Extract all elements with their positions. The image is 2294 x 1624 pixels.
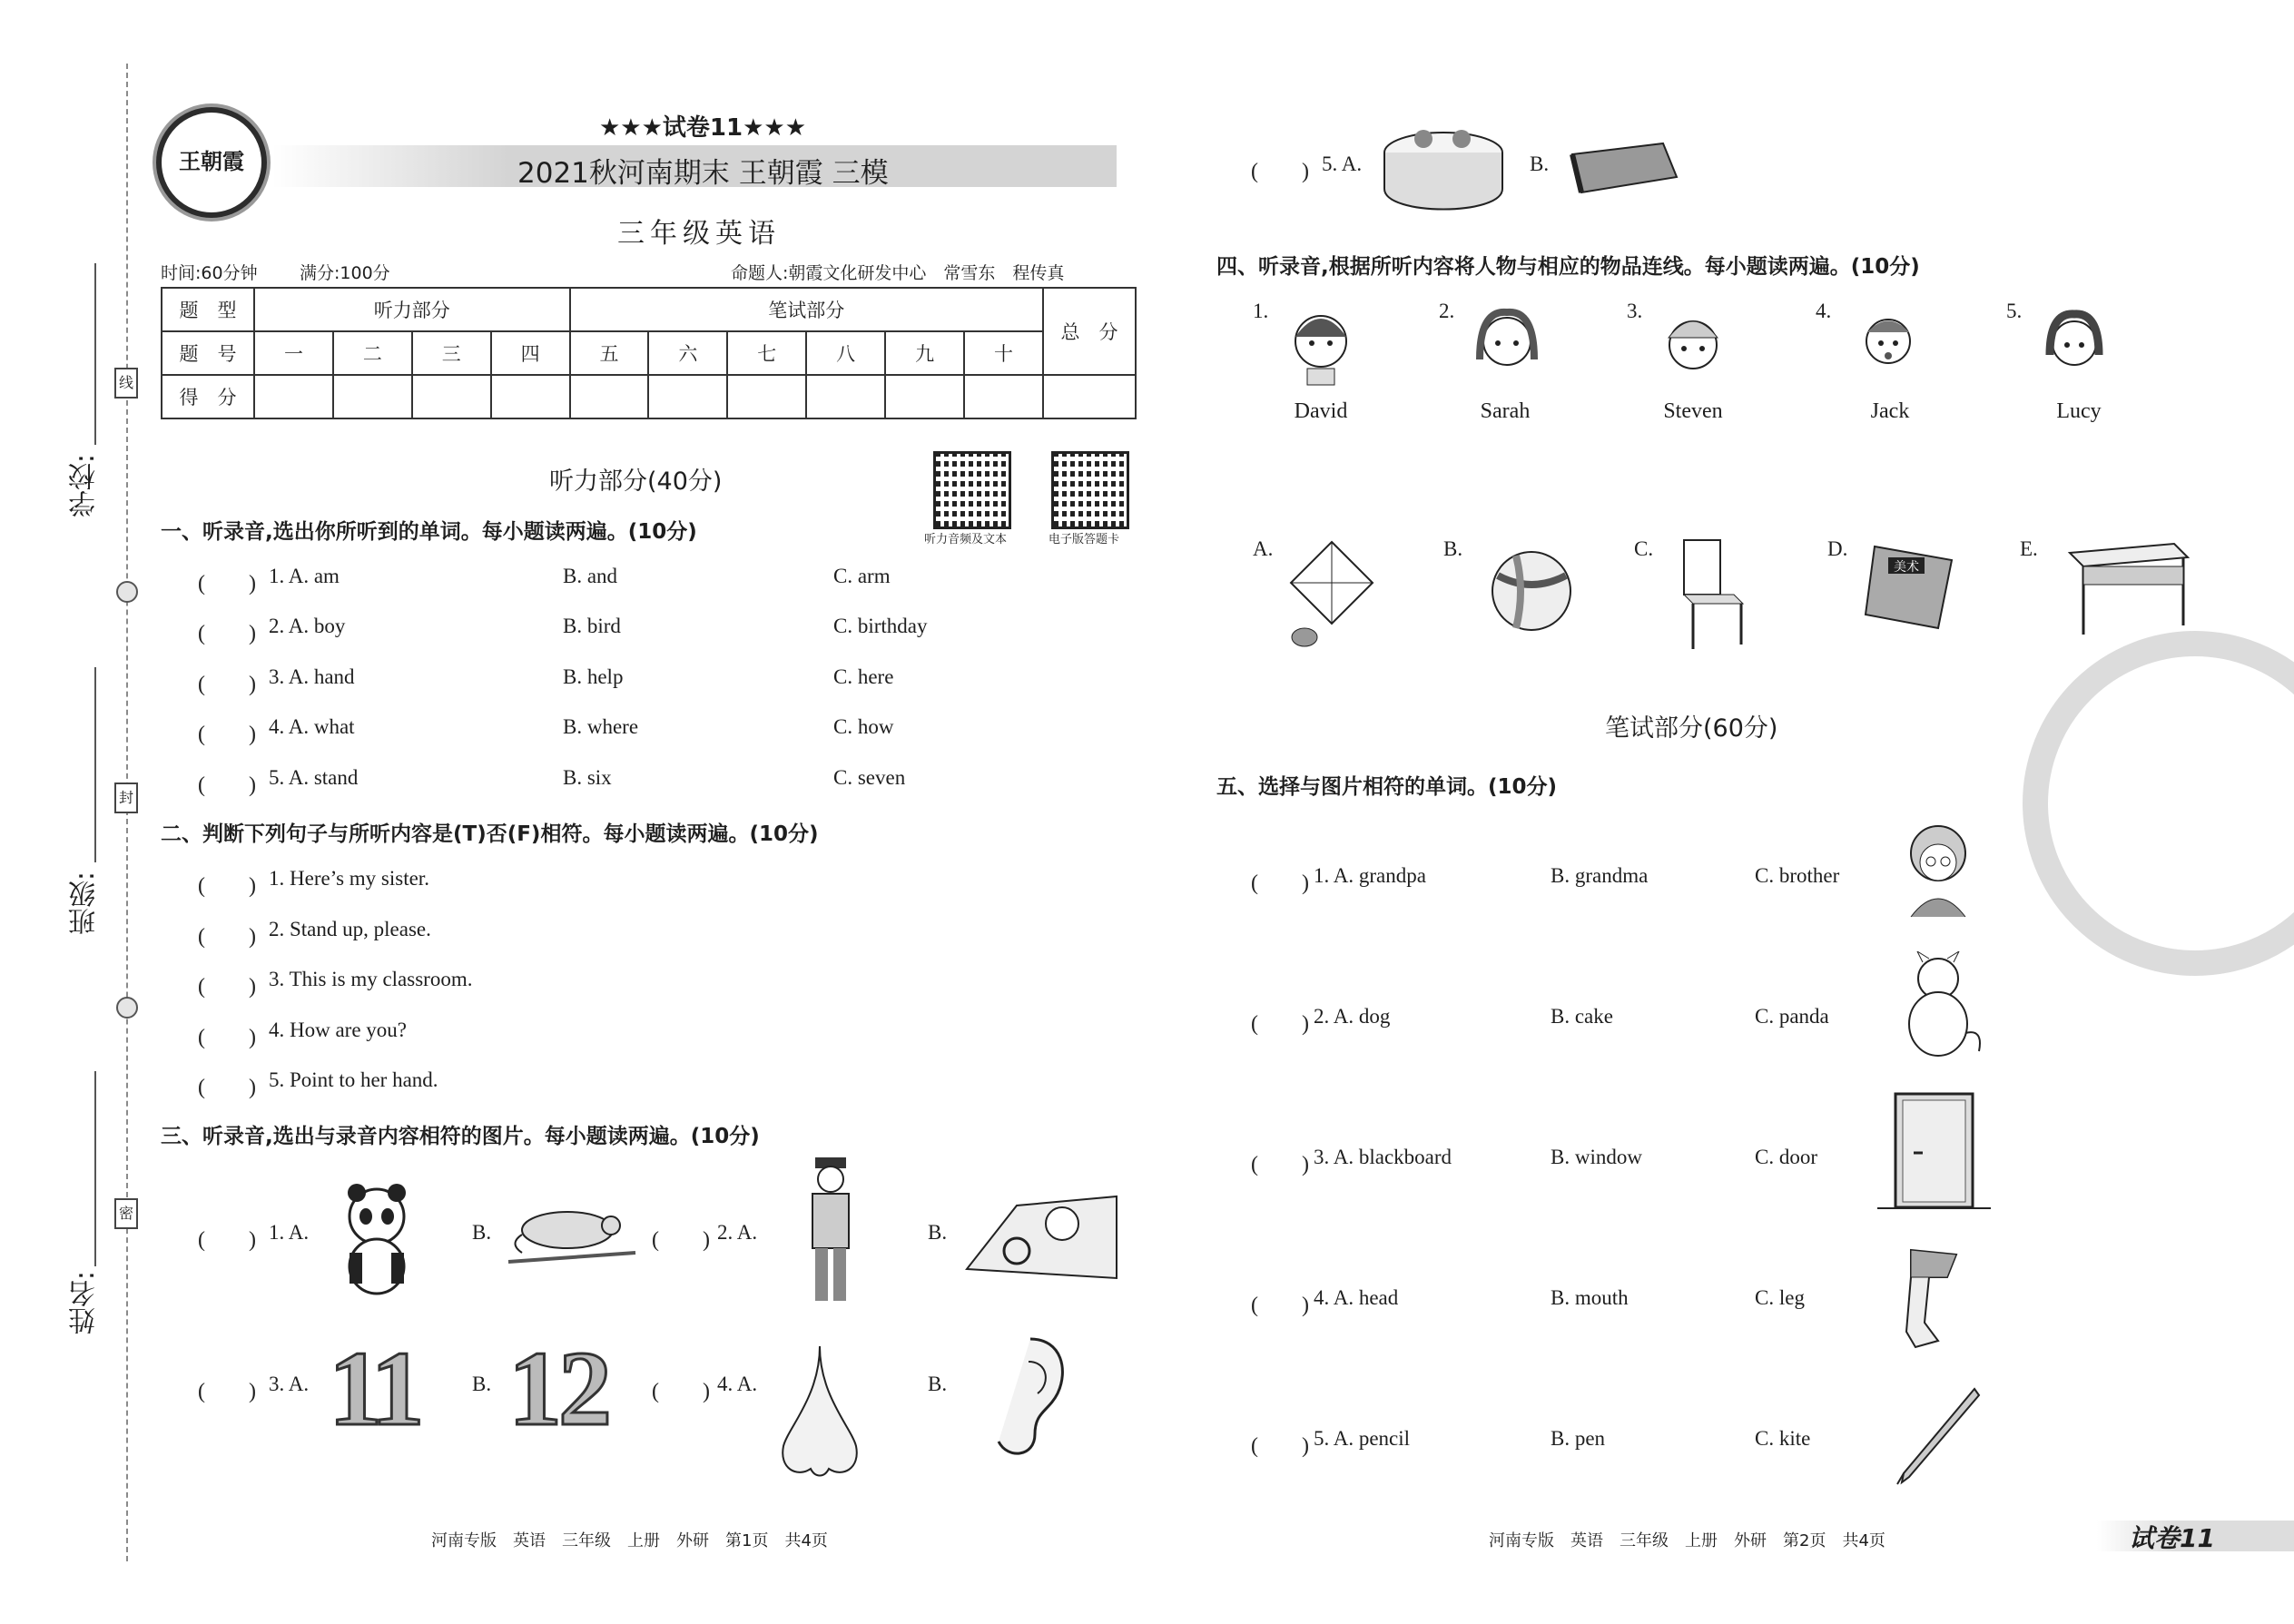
option: B. window xyxy=(1551,1146,1642,1168)
name-label: 姓名: xyxy=(69,1271,101,1335)
binding-hole-icon xyxy=(116,997,138,1019)
sentence: 3. This is my classroom. xyxy=(269,968,473,990)
qr-code-icon[interactable] xyxy=(1051,451,1129,529)
score-table-header: 听力部分 xyxy=(254,288,570,331)
exam-title: 2021秋河南期末 王朝霞 三模 xyxy=(517,157,889,190)
girl-face-icon xyxy=(1475,305,1539,387)
score-cell[interactable] xyxy=(1043,375,1136,418)
secret-mark: 密 xyxy=(114,1198,138,1229)
class-label: 班级: xyxy=(69,871,101,936)
object-letter: A. xyxy=(1253,537,1274,560)
option: B. xyxy=(1530,153,1550,175)
boy-face-icon xyxy=(1856,305,1920,387)
score-table-header: 题 号 xyxy=(162,331,254,375)
option: 5. A. pencil xyxy=(1314,1427,1411,1450)
option: B. six xyxy=(563,766,612,789)
art-book-icon xyxy=(1861,537,1956,633)
policeman-icon xyxy=(799,1157,862,1307)
option: 5. A. xyxy=(1322,153,1363,175)
answer-blank[interactable]: ( ) xyxy=(198,622,256,645)
answer-blank[interactable]: ( ) xyxy=(198,1380,256,1403)
nose-icon xyxy=(770,1342,870,1487)
option: 5. A. stand xyxy=(269,766,359,789)
option: C. how xyxy=(833,715,894,738)
driver-icon xyxy=(962,1178,1121,1287)
score-table-header: 得 分 xyxy=(162,375,254,418)
option: C. door xyxy=(1755,1146,1817,1168)
secret-stamp-icon xyxy=(2023,631,2294,976)
seal-mark: 封 xyxy=(114,782,138,813)
girl-face-icon xyxy=(2043,305,2106,387)
option: B. and xyxy=(563,565,618,587)
option: 3. A. blackboard xyxy=(1314,1146,1452,1168)
option: C. birthday xyxy=(833,615,928,637)
ear-icon xyxy=(985,1334,1071,1462)
score-table-header: 八 xyxy=(806,331,885,375)
score-table-header: 七 xyxy=(727,331,806,375)
option: 3. A. xyxy=(269,1373,310,1395)
chair-icon xyxy=(1670,536,1752,654)
listening-title: 听力部分(40分) xyxy=(549,468,723,496)
option: 4. A. head xyxy=(1314,1286,1399,1309)
full-score-info: 满分:100分 xyxy=(300,263,390,283)
author-info: 命题人:朝霞文化研发中心 常雪东 程传真 xyxy=(731,263,1065,283)
option: C. kite xyxy=(1755,1427,1811,1450)
desk-icon xyxy=(2065,539,2192,639)
ball-icon xyxy=(1489,548,1575,635)
answer-blank[interactable]: ( ) xyxy=(198,723,256,746)
section-2-title: 二、判断下列句子与所听内容是(T)否(F)相符。每小题读两遍。(10分) xyxy=(161,822,819,846)
option: 4. A. xyxy=(717,1373,758,1395)
sentence: 2. Stand up, please. xyxy=(269,918,431,940)
answer-blank[interactable]: ( ) xyxy=(198,975,256,999)
score-table-header: 总 分 xyxy=(1043,288,1136,375)
option: 2. A. dog xyxy=(1314,1005,1391,1028)
leg-icon xyxy=(1893,1245,1965,1354)
option: 1. A. grandpa xyxy=(1314,864,1426,887)
person-number: 4. xyxy=(1816,300,1832,322)
person-number: 5. xyxy=(2006,300,2023,322)
section-4-title: 四、听录音,根据所听内容将人物与相应的物品连线。每小题读两遍。(10分) xyxy=(1216,255,1920,279)
kite-icon xyxy=(1282,537,1382,655)
score-cell[interactable] xyxy=(570,375,649,418)
cake-icon xyxy=(1378,116,1510,212)
answer-blank[interactable]: ( ) xyxy=(198,874,256,898)
grandma-icon xyxy=(1897,822,1979,921)
book-title: 美术 xyxy=(1894,560,1919,575)
written-title: 笔试部分(60分) xyxy=(1605,714,1778,743)
section-3-title: 三、听录音,选出与录音内容相符的图片。每小题读两遍。(10分) xyxy=(161,1125,760,1148)
option: 3. A. hand xyxy=(269,665,355,688)
score-cell[interactable] xyxy=(254,375,333,418)
answer-blank[interactable]: ( ) xyxy=(1251,1434,1309,1458)
option: C. panda xyxy=(1755,1005,1829,1028)
person-name: Lucy xyxy=(2056,399,2102,423)
option: B. bird xyxy=(563,615,621,637)
answer-blank[interactable]: ( ) xyxy=(1251,1012,1309,1036)
sentence: 5. Point to her hand. xyxy=(269,1068,438,1091)
score-table-header: 六 xyxy=(648,331,727,375)
option: 2. A. boy xyxy=(269,615,346,637)
option: 1. A. am xyxy=(269,565,340,587)
person-name: Steven xyxy=(1663,399,1723,423)
school-label: 学校: xyxy=(69,454,101,518)
object-letter: D. xyxy=(1827,537,1848,560)
option: B. xyxy=(472,1373,492,1395)
person-number: 1. xyxy=(1253,300,1269,322)
dog-icon xyxy=(1897,951,1988,1060)
class-blank[interactable] xyxy=(94,667,96,862)
person-name: David xyxy=(1294,399,1348,423)
chameleon-icon xyxy=(504,1198,640,1271)
score-table xyxy=(161,287,1137,419)
qr-caption: 听力音频及文本 xyxy=(924,533,1008,546)
sentence: 4. How are you? xyxy=(269,1019,408,1041)
option: C. brother xyxy=(1755,864,1840,887)
score-cell[interactable] xyxy=(964,375,1043,418)
option: 1. A. xyxy=(269,1221,310,1244)
time-info: 时间:60分钟 xyxy=(161,263,258,283)
score-cell[interactable] xyxy=(333,375,412,418)
score-table-header: 笔试部分 xyxy=(570,288,1043,331)
option: C. arm xyxy=(833,565,891,587)
score-table-header: 二 xyxy=(333,331,412,375)
answer-blank[interactable]: ( ) xyxy=(198,925,256,949)
line-mark: 线 xyxy=(114,368,138,399)
score-table-header: 四 xyxy=(491,331,570,375)
door-icon xyxy=(1877,1089,1991,1212)
footer-right: 河南专版 英语 三年级 上册 外研 第2页 共4页 xyxy=(1489,1531,1885,1550)
name-blank[interactable] xyxy=(94,1071,96,1266)
score-cell[interactable] xyxy=(412,375,491,418)
answer-blank[interactable]: ( ) xyxy=(1251,871,1309,895)
answer-blank[interactable]: ( ) xyxy=(1251,160,1309,183)
object-letter: E. xyxy=(2020,537,2038,560)
score-table-header: 题 型 xyxy=(162,288,254,331)
option: C. leg xyxy=(1755,1286,1805,1309)
binding-hole-icon xyxy=(116,581,138,603)
footer-left: 河南专版 英语 三年级 上册 外研 第1页 共4页 xyxy=(431,1531,828,1550)
score-table-header: 三 xyxy=(412,331,491,375)
answer-blank[interactable]: ( ) xyxy=(652,1228,710,1252)
answer-blank[interactable]: ( ) xyxy=(198,673,256,696)
score-cell[interactable] xyxy=(648,375,727,418)
answer-blank[interactable]: ( ) xyxy=(198,1228,256,1252)
answer-blank[interactable]: ( ) xyxy=(652,1380,710,1403)
number-eleven: 11 xyxy=(329,1329,419,1448)
option: C. here xyxy=(833,665,894,688)
sentence: 1. Here’s my sister. xyxy=(269,867,429,890)
option: C. seven xyxy=(833,766,906,789)
section-5-title: 五、选择与图片相符的单词。(10分) xyxy=(1216,775,1558,799)
paper-number: ★★★试卷11★★★ xyxy=(599,114,807,142)
score-table-header: 十 xyxy=(964,331,1043,375)
answer-blank[interactable]: ( ) xyxy=(198,1026,256,1049)
option: 4. A. what xyxy=(269,715,355,738)
score-cell[interactable] xyxy=(491,375,570,418)
object-letter: B. xyxy=(1443,537,1463,560)
score-cell[interactable] xyxy=(806,375,885,418)
answer-blank[interactable]: ( ) xyxy=(1251,1294,1309,1317)
pen-icon xyxy=(1893,1384,1984,1489)
answer-blank[interactable]: ( ) xyxy=(1251,1153,1309,1176)
option: B. grandma xyxy=(1551,864,1649,887)
option: B. pen xyxy=(1551,1427,1606,1450)
brand-logo: 王朝霞 xyxy=(156,107,267,218)
qr-caption: 电子版答题卡 xyxy=(1049,533,1120,546)
subject-title: 三年级英语 xyxy=(617,218,781,250)
option: B. help xyxy=(563,665,624,688)
option: B. where xyxy=(563,715,639,738)
person-number: 3. xyxy=(1627,300,1643,322)
person-name: Sarah xyxy=(1480,399,1531,423)
footer-tag: 试卷11 xyxy=(2129,1523,2215,1553)
school-blank[interactable] xyxy=(94,263,96,445)
number-twelve: 12 xyxy=(508,1329,608,1448)
score-table-header: 一 xyxy=(254,331,333,375)
option: B. mouth xyxy=(1551,1286,1629,1309)
boy-face-icon xyxy=(1289,305,1353,387)
score-table-header: 九 xyxy=(885,331,964,375)
object-letter: C. xyxy=(1634,537,1654,560)
answer-blank[interactable]: ( ) xyxy=(198,773,256,797)
option: 2. A. xyxy=(717,1221,758,1244)
panda-icon xyxy=(331,1180,422,1298)
boy-cap-icon xyxy=(1661,305,1725,387)
qr-code-icon[interactable] xyxy=(933,451,1011,529)
score-table-header: 五 xyxy=(570,331,649,375)
person-number: 2. xyxy=(1439,300,1455,322)
option: B. cake xyxy=(1551,1005,1613,1028)
option: B. xyxy=(928,1221,948,1244)
answer-blank[interactable]: ( ) xyxy=(198,572,256,595)
score-cell[interactable] xyxy=(885,375,964,418)
book-icon xyxy=(1563,136,1681,200)
person-name: Jack xyxy=(1870,399,1910,423)
option: B. xyxy=(472,1221,492,1244)
option: B. xyxy=(928,1373,948,1395)
answer-blank[interactable]: ( ) xyxy=(198,1076,256,1099)
section-1-title: 一、听录音,选出你所听到的单词。每小题读两遍。(10分) xyxy=(161,520,697,544)
score-cell[interactable] xyxy=(727,375,806,418)
